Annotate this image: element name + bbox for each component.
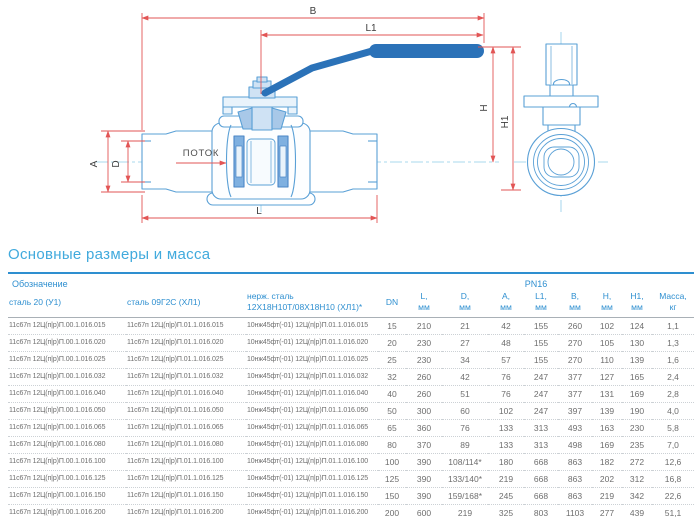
cell-stainless: 10нж45фт(-01) 12Ц(п|р)П.01.1.016.100 [246, 453, 378, 470]
table-row [8, 419, 694, 436]
cell-l: 260 [406, 385, 442, 402]
table-row [8, 317, 694, 334]
cell-l: 260 [406, 368, 442, 385]
cell-h1: 272 [622, 453, 652, 470]
cell-l1: 313 [524, 436, 558, 453]
cell-a: 180 [488, 453, 524, 470]
dimensions-table [8, 272, 694, 521]
cell-h1: 439 [629, 507, 645, 518]
cell-stainless: 10нж45фт(-01) 12Ц(п|р)П.01.1.016.200 [247, 509, 369, 517]
cell-stainless: 10нж45фт(-01) 12Ц(п|р)П.01.1.016.025 [246, 351, 378, 368]
cell-mass: 16,8 [652, 470, 694, 487]
cell-d: 27 [442, 334, 488, 351]
cell-l: 390 [406, 487, 442, 504]
cell-h: 182 [592, 453, 622, 470]
cell-b: 498 [558, 436, 592, 453]
column-header-mass: Масса, кг [652, 290, 694, 317]
cell-mass: 5,8 [652, 419, 694, 436]
valve-technical-drawing [0, 0, 700, 240]
cell-h1: 139 [622, 351, 652, 368]
dim-label-b: B [309, 6, 317, 17]
cell-l1: 247 [524, 402, 558, 419]
cell-dn: 32 [378, 368, 406, 385]
dim-label-a: A [89, 160, 100, 168]
cell-steel09: 11с67п 12Ц(п|р)П.01.1.016.080 [126, 436, 246, 453]
cell-l: 390 [406, 453, 442, 470]
cell-steel20: 11с67п 12Ц(п|р)П.00.1.016.125 [8, 470, 126, 487]
column-header-b: B, мм [558, 290, 592, 317]
section-title: Основные размеры и масса [8, 246, 211, 263]
cell-b: 270 [558, 351, 592, 368]
cell-steel09: 11с67п 12Ц(п|р)П.01.1.016.025 [126, 351, 246, 368]
handle-grip [369, 44, 484, 58]
cell-d: 51 [442, 385, 488, 402]
cell-d: 21 [442, 317, 488, 334]
cell-h1: 312 [622, 470, 652, 487]
side-view [524, 44, 598, 196]
dim-label-h1: H1 [500, 115, 511, 129]
cell-dn: 15 [378, 317, 406, 334]
cell-h: 105 [592, 334, 622, 351]
cell-h1: 342 [622, 487, 652, 504]
cell-d: 108/114* [442, 453, 488, 470]
cell-d: 89 [442, 436, 488, 453]
cell-dn: 100 [378, 453, 406, 470]
cell-a: 133 [488, 436, 524, 453]
cell-l1: 803 [533, 507, 549, 518]
cell-h: 169 [592, 436, 622, 453]
cell-steel09: 11с67п 12Ц(п|р)П.01.1.016.032 [126, 368, 246, 385]
cell-b: 493 [558, 419, 592, 436]
cell-l: 360 [406, 419, 442, 436]
cell-mass: 2,8 [652, 385, 694, 402]
cell-steel20: 11с67п 12Ц(п|р)П.00.1.016.050 [8, 402, 126, 419]
cell-h1: 190 [622, 402, 652, 419]
dim-label-h: H [479, 104, 490, 112]
table-body [8, 317, 694, 521]
cell-a: 133 [488, 419, 524, 436]
cell-steel20: 11с67п 12Ц(п|р)П.00.1.016.015 [8, 317, 126, 334]
cell-steel09: 11с67п 12Ц(п|р)П.01.1.016.150 [126, 487, 246, 504]
cell-a: 102 [488, 402, 524, 419]
handle [265, 44, 484, 93]
cell-a: 219 [488, 470, 524, 487]
cell-steel20: 11с67п 12Ц(п|р)П.00.1.016.080 [8, 436, 126, 453]
cell-steel09: 11с67п 12Ц(п|р)П.01.1.016.200 [127, 509, 224, 517]
cell-steel09: 11с67п 12Ц(п|р)П.01.1.016.020 [126, 334, 246, 351]
cell-a: 57 [488, 351, 524, 368]
cell-a: 245 [488, 487, 524, 504]
cell-steel20: 11с67п 12Ц(п|р)П.00.1.016.150 [8, 487, 126, 504]
cell-d: 159/168* [442, 487, 488, 504]
dim-label-l1: L1 [365, 23, 377, 34]
cell-h: 139 [592, 402, 622, 419]
cell-dn: 40 [378, 385, 406, 402]
cell-dn: 80 [378, 436, 406, 453]
cell-l1: 668 [524, 470, 558, 487]
cell-stainless: 10нж45фт(-01) 12Ц(п|р)П.01.1.016.032 [246, 368, 378, 385]
cell-steel09: 11с67п 12Ц(п|р)П.01.1.016.015 [126, 317, 246, 334]
column-header-l: L, мм [406, 290, 442, 317]
cell-l1: 247 [524, 385, 558, 402]
cell-h: 277 [599, 507, 615, 518]
cell-steel20: 11с67п 12Ц(п|р)П.00.1.016.100 [8, 453, 126, 470]
column-header-l1: L1, мм [524, 290, 558, 317]
cell-mass: 1,6 [652, 351, 694, 368]
cell-steel09: 11с67п 12Ц(п|р)П.01.1.016.040 [126, 385, 246, 402]
cell-dn: 25 [378, 351, 406, 368]
cell-b: 377 [558, 385, 592, 402]
cell-l1: 155 [524, 317, 558, 334]
column-header-h1: H1, мм [622, 290, 652, 317]
cell-dn: 125 [378, 470, 406, 487]
table-row [8, 351, 694, 368]
column-header-d: D, мм [442, 290, 488, 317]
cell-dn: 65 [378, 419, 406, 436]
cell-h1: 235 [622, 436, 652, 453]
cell-mass: 51,1 [664, 507, 682, 518]
cell-h: 163 [592, 419, 622, 436]
cell-b: 270 [558, 334, 592, 351]
cell-steel09: 11с67п 12Ц(п|р)П.01.1.016.125 [126, 470, 246, 487]
side-flange [524, 96, 598, 107]
cell-mass: 7,0 [652, 436, 694, 453]
cell-b: 377 [558, 368, 592, 385]
cell-mass: 22,6 [652, 487, 694, 504]
cell-h: 127 [592, 368, 622, 385]
table-row [8, 487, 694, 504]
cell-l1: 668 [524, 453, 558, 470]
cell-b: 863 [558, 453, 592, 470]
pn16-header: PN16 [378, 273, 694, 290]
cell-dn: 50 [378, 402, 406, 419]
cell-d: 42 [442, 368, 488, 385]
cell-mass: 1,3 [652, 334, 694, 351]
cell-h: 219 [592, 487, 622, 504]
cell-l1: 313 [524, 419, 558, 436]
cell-steel20: 11с67п 12Ц(п|р)П.00.1.016.032 [8, 368, 126, 385]
cell-l: 300 [406, 402, 442, 419]
cell-d: 34 [442, 351, 488, 368]
designation-header: Обозначение [8, 273, 378, 290]
cell-d: 219 [457, 507, 473, 518]
cell-stainless: 10нж45фт(-01) 12Ц(п|р)П.01.1.016.040 [246, 385, 378, 402]
cell-a: 42 [488, 317, 524, 334]
dimensions-section [8, 246, 694, 521]
cell-d: 133/140* [442, 470, 488, 487]
table-row [8, 334, 694, 351]
flow-label: ПОТОК [182, 148, 220, 159]
cell-b: 863 [558, 470, 592, 487]
handle-arm [265, 51, 372, 93]
cell-a: 325 [498, 507, 514, 518]
material-header-steel09g2s: сталь 09Г2С (ХЛ1) [126, 290, 246, 317]
cell-stainless: 10нж45фт(-01) 12Ц(п|р)П.01.1.016.150 [246, 487, 378, 504]
column-header-h: H, мм [592, 290, 622, 317]
table-row [8, 436, 694, 453]
cell-h: 131 [592, 385, 622, 402]
dim-label-d: D [111, 160, 122, 168]
cell-steel09: 11с67п 12Ц(п|р)П.01.1.016.065 [126, 419, 246, 436]
cell-l1: 668 [524, 487, 558, 504]
side-gland-nut [550, 85, 573, 96]
cell-b: 397 [558, 402, 592, 419]
cell-h: 102 [592, 317, 622, 334]
cell-mass: 12,6 [652, 453, 694, 470]
cell-steel09: 11с67п 12Ц(п|р)П.01.1.016.100 [126, 453, 246, 470]
cell-l1: 155 [524, 351, 558, 368]
cell-stainless: 10нж45фт(-01) 12Ц(п|р)П.01.1.016.050 [246, 402, 378, 419]
cell-a: 48 [488, 334, 524, 351]
cell-l: 390 [406, 470, 442, 487]
cell-dn: 20 [378, 334, 406, 351]
cell-h1: 230 [622, 419, 652, 436]
cell-d: 60 [442, 402, 488, 419]
dim-label-l: L [256, 206, 262, 217]
cell-h1: 169 [622, 385, 652, 402]
cell-l: 370 [406, 436, 442, 453]
cell-d: 76 [442, 419, 488, 436]
cell-l1: 155 [524, 334, 558, 351]
cell-h1: 165 [622, 368, 652, 385]
cell-steel20: 11с67п 12Ц(п|р)П.00.1.016.200 [9, 509, 106, 517]
cell-b: 1103 [565, 507, 585, 518]
cell-stainless: 10нж45фт(-01) 12Ц(п|р)П.01.1.016.015 [246, 317, 378, 334]
cell-steel20: 11с67п 12Ц(п|р)П.00.1.016.025 [8, 351, 126, 368]
cell-mass: 1,1 [652, 317, 694, 334]
table-row [8, 402, 694, 419]
cell-stainless: 10нж45фт(-01) 12Ц(п|р)П.01.1.016.125 [246, 470, 378, 487]
table-row [8, 470, 694, 487]
column-header-a: A, мм [488, 290, 524, 317]
cell-l1: 247 [524, 368, 558, 385]
cell-steel20: 11с67п 12Ц(п|р)П.00.1.016.040 [8, 385, 126, 402]
cell-mass: 2,4 [652, 368, 694, 385]
material-header-stainless: нерж. сталь 12Х18Н10Т/08Х18Н10 (ХЛ1)* [246, 290, 378, 317]
cell-l: 230 [406, 351, 442, 368]
cell-h: 202 [592, 470, 622, 487]
cell-stainless: 10нж45фт(-01) 12Ц(п|р)П.01.1.016.020 [246, 334, 378, 351]
cell-a: 76 [488, 385, 524, 402]
cell-steel09: 11с67п 12Ц(п|р)П.01.1.016.050 [126, 402, 246, 419]
cell-b: 260 [558, 317, 592, 334]
material-header-steel20: сталь 20 (У1) [8, 290, 126, 317]
cell-l: 600 [416, 507, 432, 518]
cell-a: 76 [488, 368, 524, 385]
cell-b: 863 [558, 487, 592, 504]
stem [252, 104, 272, 130]
cell-h1: 130 [622, 334, 652, 351]
cell-h: 110 [592, 351, 622, 368]
table-row [8, 453, 694, 470]
cell-h1: 124 [622, 317, 652, 334]
front-view [142, 77, 377, 205]
cell-l: 230 [406, 334, 442, 351]
cell-steel20: 11с67п 12Ц(п|р)П.00.1.016.065 [8, 419, 126, 436]
table-row [8, 385, 694, 402]
cell-stainless: 10нж45фт(-01) 12Ц(п|р)П.01.1.016.065 [246, 419, 378, 436]
side-neck [543, 107, 580, 125]
cell-dn: 150 [378, 487, 406, 504]
table-row [8, 504, 694, 521]
column-header-dn: DN [378, 290, 406, 317]
cell-l: 210 [406, 317, 442, 334]
cell-steel20: 11с67п 12Ц(п|р)П.00.1.016.020 [8, 334, 126, 351]
cell-dn: 200 [384, 507, 400, 518]
table-row [8, 368, 694, 385]
cell-stainless: 10нж45фт(-01) 12Ц(п|р)П.01.1.016.080 [246, 436, 378, 453]
cell-mass: 4,0 [652, 402, 694, 419]
